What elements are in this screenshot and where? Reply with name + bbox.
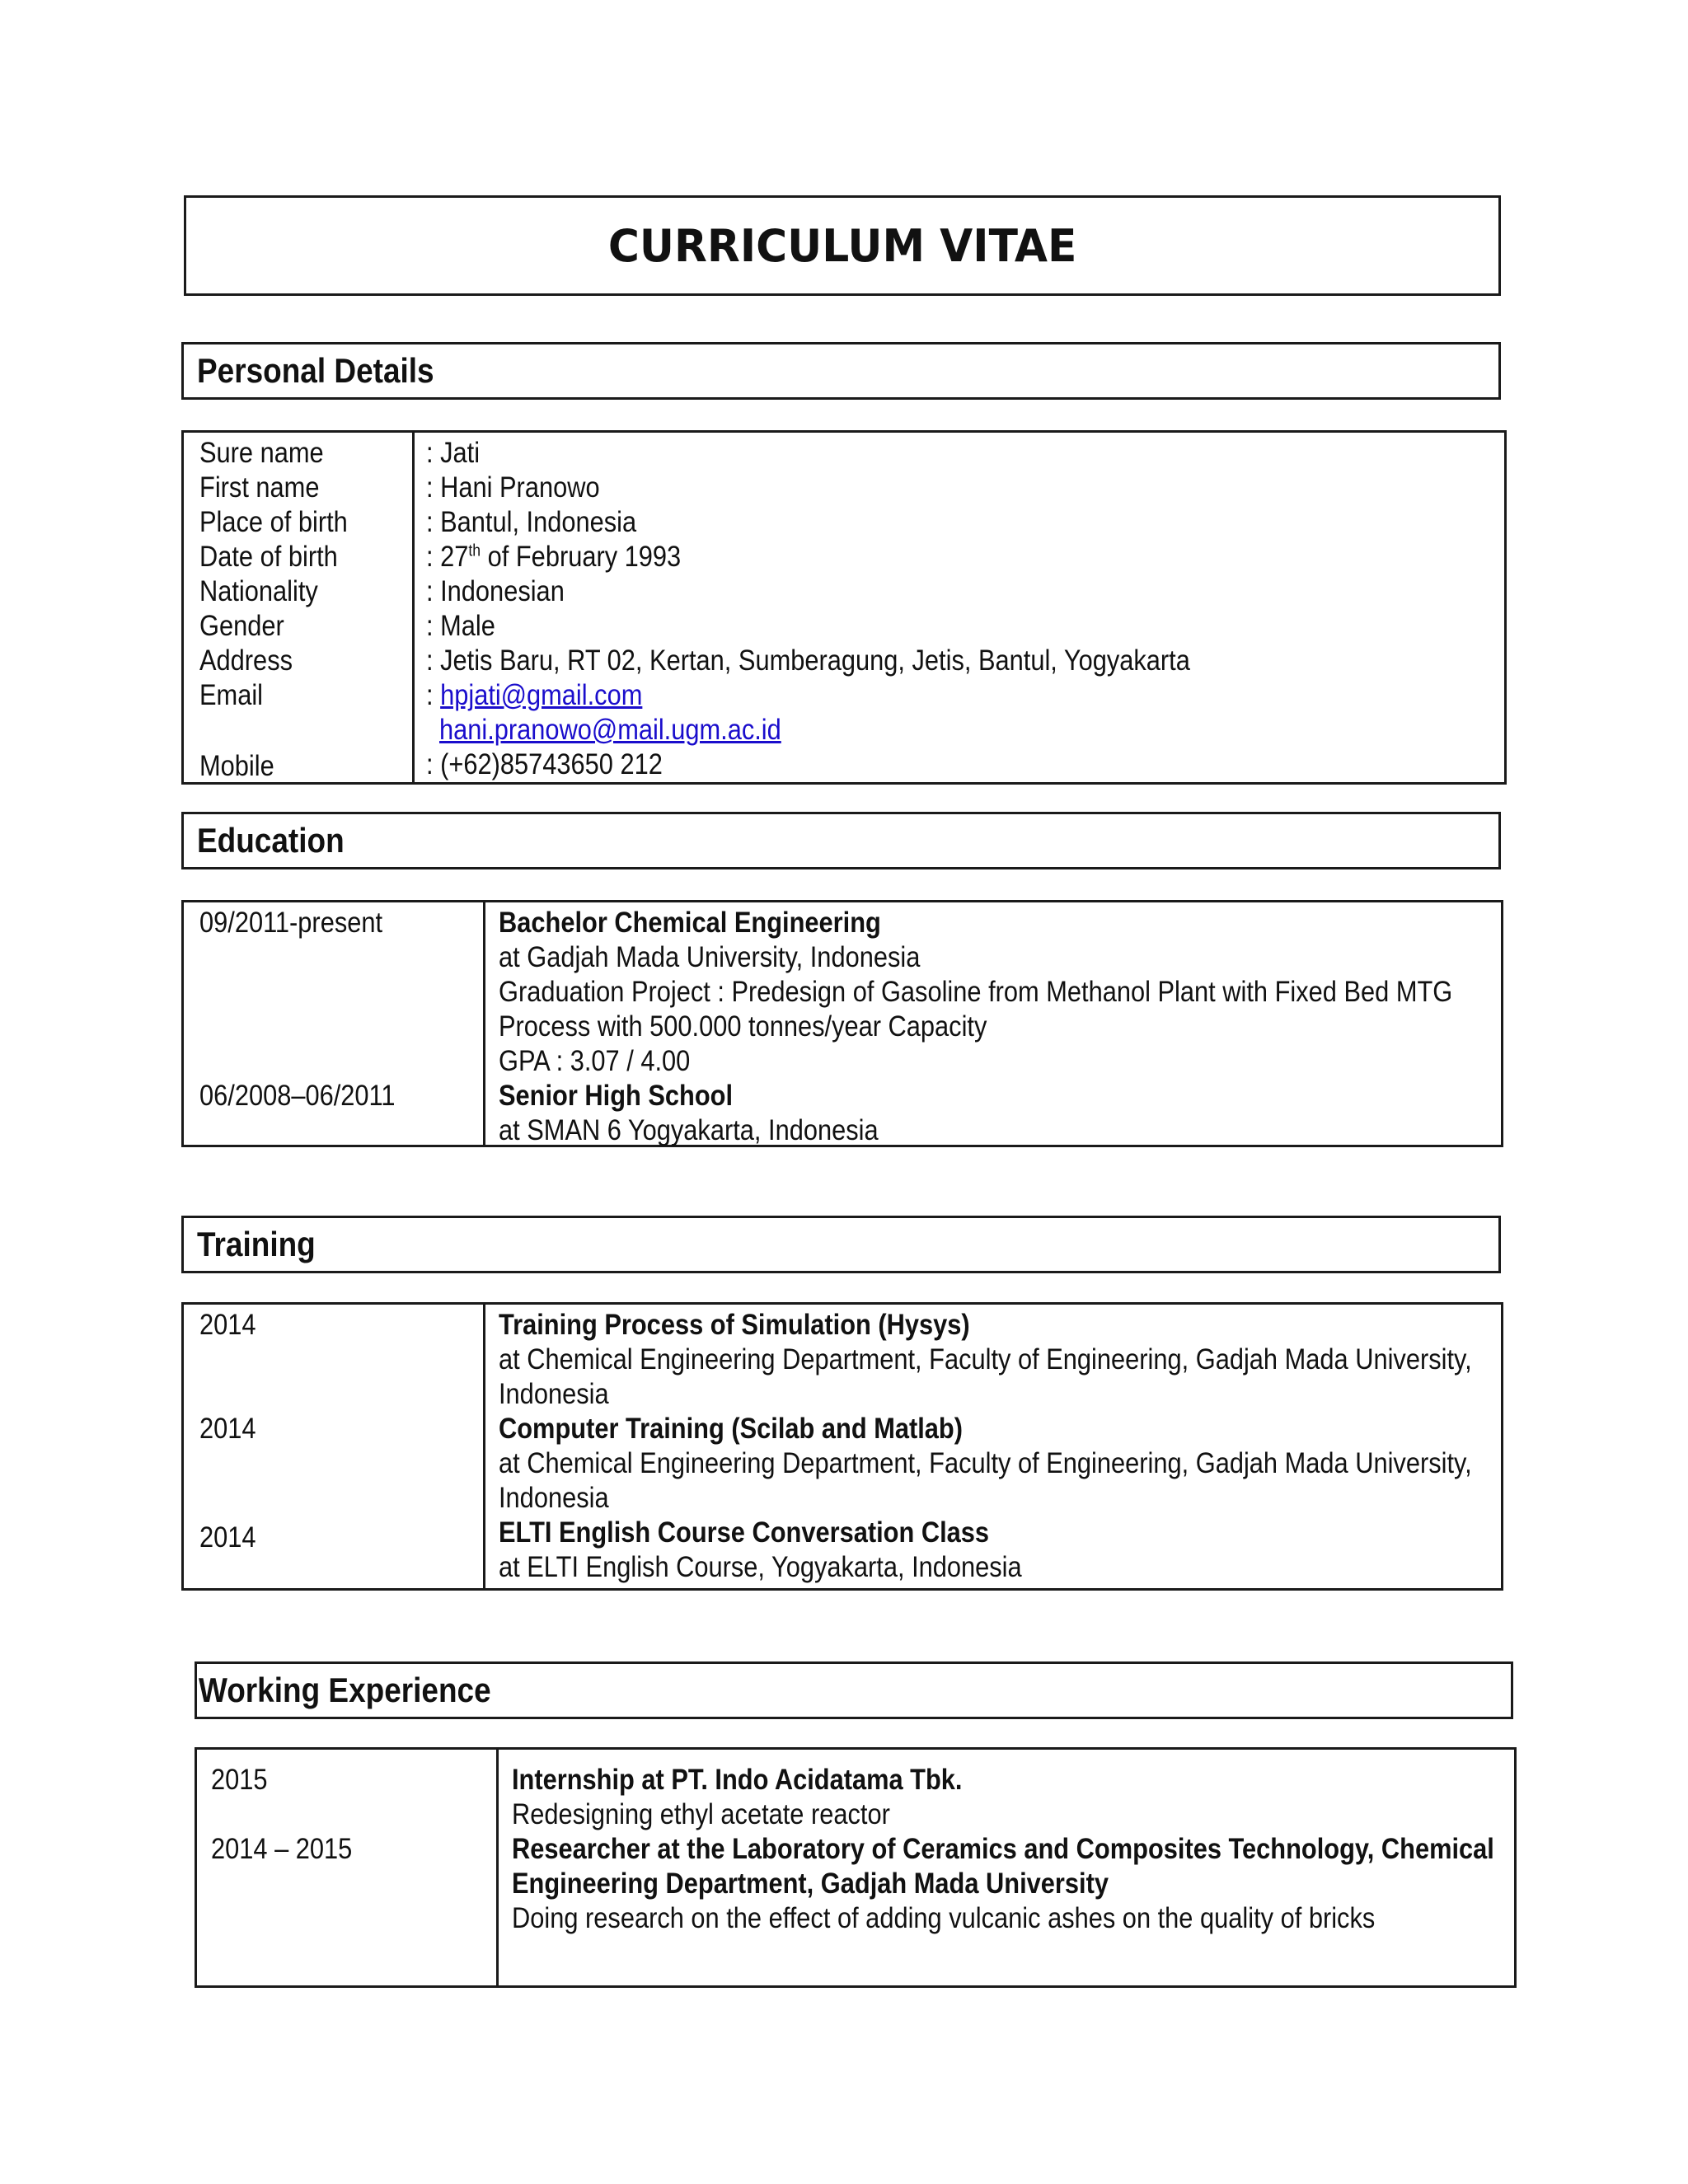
education-details-column: [485, 902, 1501, 1145]
label-place-of-birth: Place of birth: [199, 506, 348, 538]
email-colon: :: [426, 679, 441, 711]
education-degree: Senior High School: [499, 1080, 734, 1112]
training-title-item: Computer Training (Scilab and Matlab): [499, 1413, 964, 1445]
value-mobile: : (+62)85743650 212: [426, 748, 663, 780]
work-period-column: [197, 1750, 499, 1985]
training-detail-line: at ELTI English Course, Yogyakarta, Indonesia: [499, 1551, 1022, 1583]
working-experience-table: [195, 1747, 1517, 1988]
personal-details-table: [181, 430, 1507, 785]
label-date-of-birth: Date of birth: [199, 541, 338, 573]
value-place-of-birth: : Bantul, Indonesia: [426, 506, 637, 538]
dob-day: : 27: [426, 541, 469, 573]
training-table: [181, 1302, 1503, 1591]
label-nationality: Nationality: [199, 575, 318, 607]
work-period: 2014 – 2015: [211, 1833, 353, 1865]
training-title-item: ELTI English Course Conversation Class: [499, 1516, 990, 1549]
training-year: 2014: [199, 1413, 256, 1445]
education-period: 06/2008–06/2011: [199, 1080, 396, 1112]
education-detail-line: Graduation Project : Predesign of Gasoline from Methanol Plant with Fixed Bed MTG: [499, 976, 1453, 1008]
training-title: Training: [197, 1225, 316, 1263]
label-gender: Gender: [199, 610, 284, 642]
training-year-column: [184, 1305, 485, 1588]
work-detail-line: Redesigning ethyl acetate reactor: [512, 1798, 890, 1830]
value-email-secondary: [439, 713, 781, 748]
education-detail-line: Process with 500.000 tonnes/year Capacity: [499, 1010, 987, 1043]
value-date-of-birth: [426, 540, 681, 574]
education-period: 09/2011-present: [199, 907, 383, 939]
training-detail-line: Indonesia: [499, 1482, 609, 1514]
personal-labels-column: [184, 433, 415, 782]
working-experience-title: Working Experience: [199, 1671, 491, 1709]
personal-values-column: [415, 433, 1504, 782]
education-detail-line: GPA : 3.07 / 4.00: [499, 1045, 691, 1077]
dob-month-year: of February 1993: [481, 541, 682, 573]
work-position: Internship at PT. Indo Acidatama Tbk.: [512, 1764, 963, 1796]
education-period-column: [184, 902, 485, 1145]
label-address: Address: [199, 644, 293, 677]
education-title: Education: [197, 821, 345, 860]
value-first-name: : Hani Pranowo: [426, 471, 600, 504]
email-link-gmail[interactable]: hpjati@gmail.com: [440, 679, 643, 711]
value-nationality: : Indonesian: [426, 575, 565, 607]
title-box: [184, 195, 1501, 296]
education-degree: Bachelor Chemical Engineering: [499, 907, 881, 939]
label-surname: Sure name: [199, 437, 324, 469]
education-header: [181, 812, 1501, 869]
education-detail-line: at SMAN 6 Yogyakarta, Indonesia: [499, 1114, 879, 1146]
document-title: CURRICULUM VITAE: [607, 219, 1077, 272]
personal-details-title: Personal Details: [197, 351, 434, 390]
dob-ordinal: th: [468, 541, 481, 560]
work-position: Engineering Department, Gadjah Mada University: [512, 1868, 1109, 1900]
value-gender: : Male: [426, 610, 495, 642]
working-experience-header: [195, 1661, 1513, 1719]
label-mobile: Mobile: [199, 750, 274, 782]
education-table: [181, 900, 1503, 1147]
education-detail-line: at Gadjah Mada University, Indonesia: [499, 941, 921, 973]
label-first-name: First name: [199, 471, 320, 504]
email-link-ugm[interactable]: hani.pranowo@mail.ugm.ac.id: [439, 714, 781, 746]
work-position: Researcher at the Laboratory of Ceramics and Composites Technology, Chemical: [512, 1833, 1494, 1865]
training-detail-line: Indonesia: [499, 1378, 609, 1410]
work-period: 2015: [211, 1764, 268, 1796]
personal-details-header: [181, 342, 1501, 400]
training-header: [181, 1216, 1501, 1273]
label-email: Email: [199, 679, 264, 711]
work-details-column: [499, 1750, 1514, 1985]
training-detail-line: at Chemical Engineering Department, Faculty of Engineering, Gadjah Mada University,: [499, 1447, 1472, 1479]
training-details-column: [485, 1305, 1501, 1588]
work-detail-line: Doing research on the effect of adding vulcanic ashes on the quality of bricks: [512, 1902, 1376, 1934]
value-email-primary: [426, 678, 642, 713]
value-address: : Jetis Baru, RT 02, Kertan, Sumberagung, Jetis, Bantul, Yogyakarta: [426, 644, 1190, 677]
training-title-item: Training Process of Simulation (Hysys): [499, 1309, 970, 1341]
training-detail-line: at Chemical Engineering Department, Faculty of Engineering, Gadjah Mada University,: [499, 1343, 1472, 1376]
training-year: 2014: [199, 1309, 256, 1341]
value-surname: : Jati: [426, 437, 481, 469]
training-year: 2014: [199, 1521, 256, 1554]
